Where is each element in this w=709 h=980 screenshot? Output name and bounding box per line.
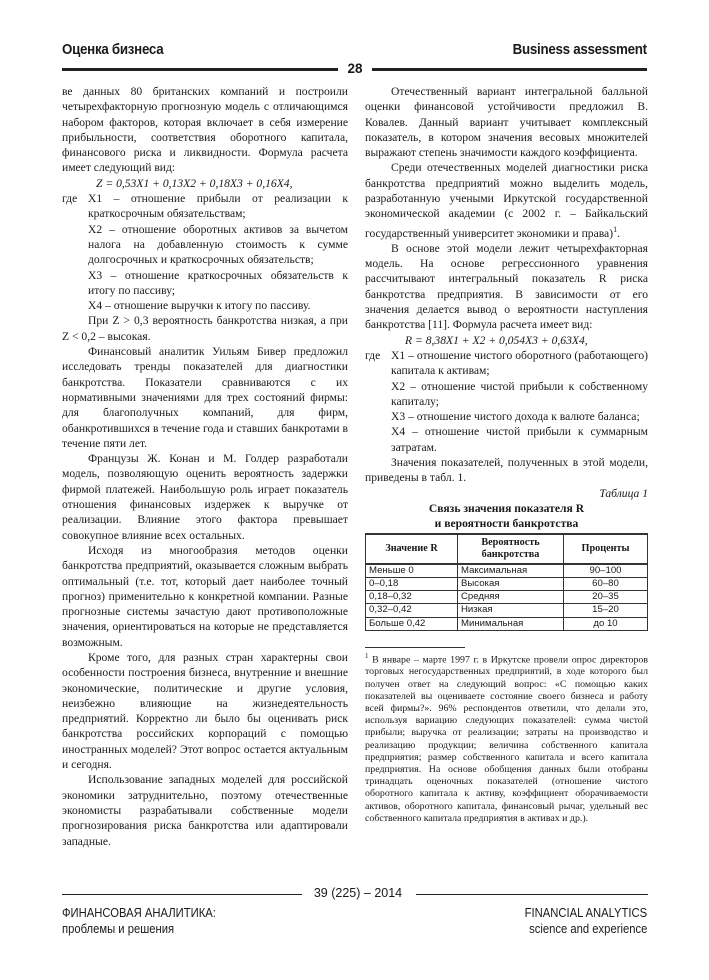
journal-name: ФИНАНСОВАЯ АНАЛИТИКА: (62, 906, 216, 920)
table-row (366, 591, 648, 604)
issue-number: 39 (225) – 2014 (313, 886, 403, 900)
table-cell: 15–20 (564, 604, 648, 617)
paragraph: ве данных 80 британских компаний и построили четырехфакторную прогнозную модель с отличающимся набором факторов, которая включает в себя измерение прибыльности, соответствия оборотного капитала, финансового риска и ликвидности. Формула расчета имеет следующий вид: (62, 85, 348, 175)
table-cell: Меньше 0 (366, 564, 458, 578)
table-cell: до 10 (564, 617, 648, 630)
paragraph: Значения показателей, полученных в этой модели, приведены в табл. 1. (365, 455, 648, 485)
definition-x3: X3 – отношение чистого дохода к валюте баланса; (391, 410, 640, 424)
table-cell: Больше 0,42 (366, 617, 458, 630)
where-label: где (365, 348, 381, 362)
footnote-text: В январе – марте 1997 г. в Иркутске провели опрос директоров торговых негосударственных предприятий, в ходе которого был получен ответ на следующий вопрос: «С помощью каких показателей вы оцениваете состояние своего бизнеса и работу всей фирмы?». 96% респондентов ответили, что делали это, используя вариацию следующих показателей: сумма чистой прибыли; выручка от реализации; затраты на производство и реализацию продукции; величина собственного капитала предприятия; размер собственного капитала и всего капитала предприятия. На основе обобщения данных были отобраны тринадцать оценочных показателей (отношение чистого оборотного капитала к активу, коэффициент оборачиваемости активов, оборотного капитала, финансовый рычаг, удельный вес собственного капитала предприятия в активах и др.). (365, 654, 648, 824)
table-row (366, 578, 648, 591)
table-title: Связь значения показателя R (428, 501, 585, 515)
table-row (366, 617, 648, 630)
definition-x4: X4 – отношение выручки к итогу по пассиву. (88, 299, 311, 313)
risk-table (365, 533, 648, 631)
paragraph: Отечественный вариант интегральной балльной оценки финансовой устойчивости предложил В. Ковалев. Данный вариант учитывает комплексный показатель, в котором значения весовых множителей выражают степень значимости каждого коэффициента. (365, 85, 648, 160)
definition-list (365, 348, 648, 379)
table-cell: Средняя (458, 591, 564, 604)
journal-section-title-en: Business assessment (512, 42, 647, 58)
table-row (366, 604, 648, 617)
paragraph: В основе этой модели лежит четырехфакторная модель. На основе регрессионного уравнения рассчитывают интегральный показатель R риска банкротства предприятия. В зависимости от его значения делается вывод о вероятности наступления банкротства [11]. Формула расчета имеет вид: (365, 241, 648, 332)
page-number: 28 (347, 61, 363, 76)
where-label: где (62, 192, 78, 206)
footnote-rule (365, 647, 465, 648)
definition-x1: X1 – отношение прибыли от реализации к краткосрочным обязательствам; (88, 192, 348, 221)
journal-name-en: FINANCIAL ANALYTICS (524, 906, 647, 920)
footnote-mark: 1 (365, 651, 369, 660)
footer-rule (416, 894, 648, 895)
table-cell: Минимальная (458, 617, 564, 630)
definition-x3: X3 – отношение краткосрочных обязательств к итогу по пассиву; (88, 268, 348, 297)
footnote (365, 650, 648, 825)
table-cell: 60–80 (564, 578, 648, 591)
definition-x2: X2 – отношение чистой прибыли к собственному капиталу; (391, 379, 648, 408)
table-cell: 0,32–0,42 (366, 604, 458, 617)
table-caption: Таблица 1 (599, 486, 648, 500)
paragraph-text: Среди отечественных моделей диагностики риска банкротства предприятий можно выделить модель, разработанную учеными Иркутской государственной экономической академии (с 2002 г. – Байкальский государственный университет экономики и права) (365, 161, 648, 240)
column-header: Проценты (564, 534, 648, 564)
definition-x2: X2 – отношение оборотных активов за вычетом налога на добавленную стоимость к сумме долгосрочных и краткосрочных обязательств; (88, 222, 348, 267)
table-cell: Высокая (458, 578, 564, 591)
table-header-row (366, 534, 648, 564)
definition-x1: X1 – отношение чистого оборотного (работающего) капитала к активам; (391, 348, 648, 378)
table-row (366, 564, 648, 578)
table-cell: 0–0,18 (366, 578, 458, 591)
table-cell: 20–35 (564, 591, 648, 604)
formula-z: Z = 0,53X1 + 0,13X2 + 0,18X3 + 0,16X4, (96, 176, 293, 190)
footnote-reference[interactable]: 1 (613, 224, 618, 234)
paragraph: Исходя из многообразия методов оценки банкротства предприятий, оказывается сложным выбрать оптимальный (т.е. тот, который дает наиболее точный прогноз) применительно к конкретной компании. Разные прогнозные системы зачастую дают противоположные значения, ориентироваться на которые не представляется возможным. (62, 543, 348, 649)
table-cell: Максимальная (458, 564, 564, 578)
column-header: Вероятность банкротства (458, 534, 564, 564)
journal-section-title: Оценка бизнеса (62, 42, 164, 58)
paragraph-end: . (617, 226, 620, 240)
formula-r: R = 8,38X1 + X2 + 0,054X3 + 0,63X4, (405, 333, 588, 347)
journal-subtitle: проблемы и решения (62, 922, 175, 936)
paragraph: При Z > 0,3 вероятность банкротства низкая, а при Z < 0,2 – высокая. (62, 314, 348, 343)
table-cell: Низкая (458, 604, 564, 617)
journal-subtitle-en: science and experience (528, 922, 647, 936)
paragraph (365, 160, 648, 240)
paragraph: Кроме того, для разных стран характерны свои особенности построения бизнеса, внутренние и внешние экономические, политические и другие условия, неизбежно влияющие на жизнедеятельность предприятий. Корректно ли было бы оценивать риск банкротства российских корпораций с помощью иностранных моделей? Этот вопрос остается актуальным и сегодня. (62, 650, 348, 772)
column-header: Значение R (366, 534, 458, 564)
definition-list (62, 191, 348, 222)
paragraph: Финансовый аналитик Уильям Бивер предложил исследовать тренды показателей для диагностики банкротства. Показатели сравниваются с их нормативными значениями для трех состояний фирмы: для благополучных компаний, для фирм, обанкротившихся в течение года и ставших банкротами в течение пяти лет. (62, 345, 348, 450)
definition-x4: X4 – отношение чистой прибыли к суммарным затратам. (391, 425, 648, 454)
footer-rule (62, 894, 302, 895)
table-title: и вероятности банкротства (434, 516, 579, 530)
paragraph: Использование западных моделей для российской экономики затруднительно, поэтому отечественные экономисты разрабатывали собственные модели прогнозирования риска банкротства или адаптировали западные. (62, 773, 348, 848)
table-cell: 90–100 (564, 564, 648, 578)
left-column (62, 84, 348, 849)
right-column (365, 84, 648, 825)
paragraph: Французы Ж. Конан и М. Голдер разработали модель, позволяющую оценить вероятность задержки фирмой платежей. Наибольшую роль играет показатель отношения финансовых издержек к выручке от реализации. Влияние этого фактора превышает совокупное влияние всех остальных. (62, 452, 348, 542)
table-cell: 0,18–0,32 (366, 591, 458, 604)
